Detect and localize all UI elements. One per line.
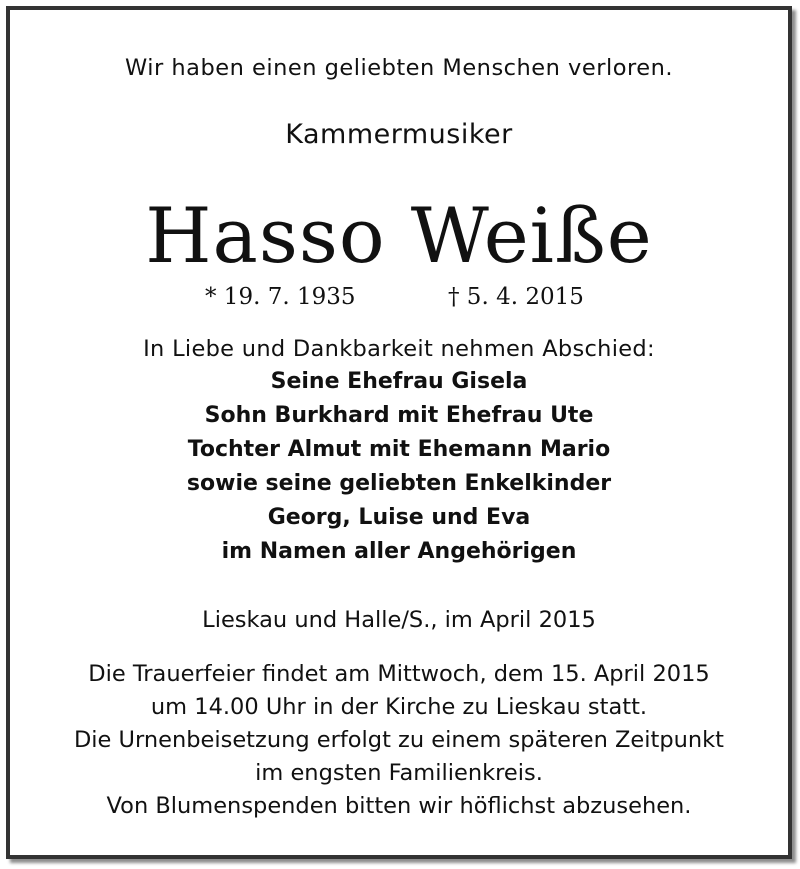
info-line: im engsten Familienkreis.	[255, 760, 543, 786]
death-date: † 5. 4. 2015	[448, 284, 584, 310]
mourner-line: sowie seine geliebten Enkelkinder	[186, 471, 612, 496]
mourner-line: Tochter Almut mit Ehemann Mario	[187, 437, 611, 462]
obituary-frame	[6, 6, 792, 859]
intro-text: Wir haben einen geliebten Menschen verloren.	[125, 55, 673, 81]
place-date: Lieskau und Halle/S., im April 2015	[202, 607, 596, 633]
deceased-name: Hasso Weiße	[145, 191, 653, 280]
birth-date: * 19. 7. 1935	[205, 284, 356, 310]
farewell-text: In Liebe und Dankbarkeit nehmen Abschied:	[143, 336, 655, 362]
occupation: Kammermusiker	[285, 119, 513, 150]
info-line: Von Blumenspenden bitten wir höflichst abzusehen.	[106, 793, 692, 819]
info-line: Die Trauerfeier findet am Mittwoch, dem 15. April 2015	[88, 661, 710, 687]
mourner-line: Seine Ehefrau Gisela	[270, 369, 528, 394]
mourner-line: im Namen aller Angehörigen	[221, 539, 577, 564]
mourner-line: Sohn Burkhard mit Ehefrau Ute	[204, 403, 594, 428]
info-line: Die Urnenbeisetzung erfolgt zu einem späteren Zeitpunkt	[73, 727, 725, 753]
info-line: um 14.00 Uhr in der Kirche zu Lieskau statt.	[150, 694, 648, 720]
mourner-line: Georg, Luise und Eva	[267, 505, 531, 530]
life-dates	[10, 286, 788, 316]
